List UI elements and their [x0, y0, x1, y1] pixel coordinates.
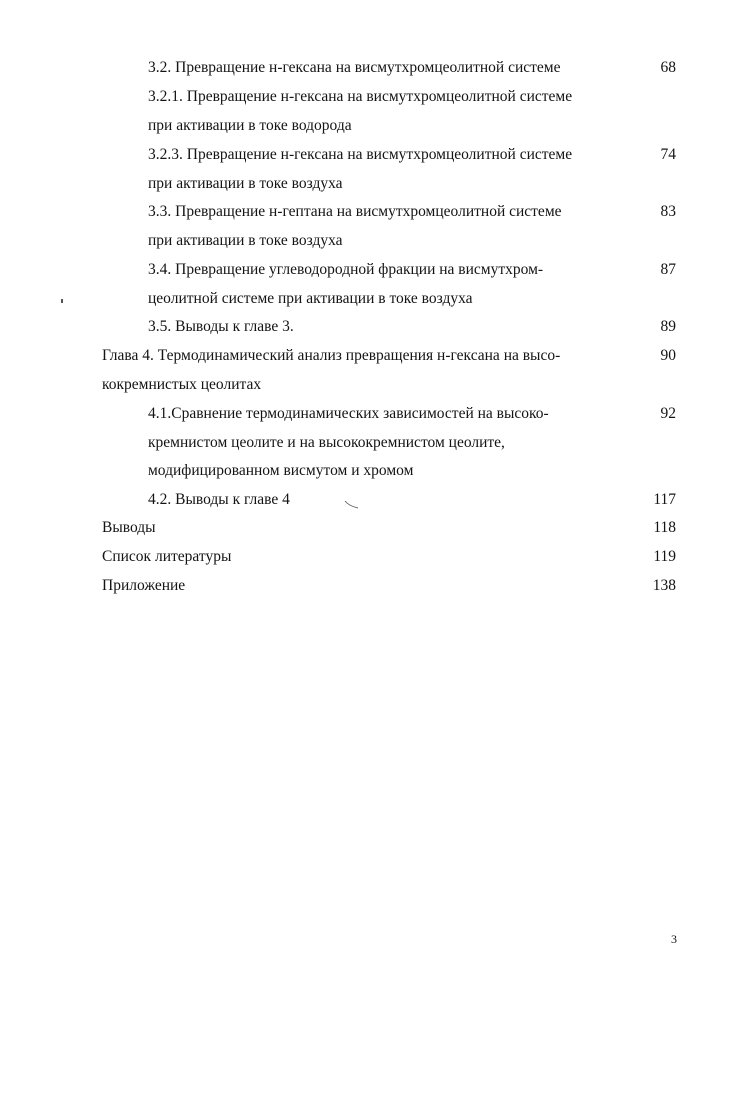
toc-entry-text: при активации в токе воздуха — [148, 232, 343, 249]
toc-entry-text: 3.2. Превращение н-гексана на висмутхромцеолитной системе — [148, 59, 561, 76]
toc-page-number: 117 — [653, 491, 676, 508]
toc-entry-text: цеолитной системе при активации в токе воздуха — [148, 290, 473, 307]
toc-page-number: 87 — [660, 261, 676, 278]
scan-speck — [61, 299, 63, 303]
toc-page-number: 83 — [660, 203, 676, 220]
toc-entry-text: 3.2.1. Превращение н-гексана на висмутхромцеолитной системе — [148, 88, 573, 105]
toc-page-number: 90 — [660, 347, 676, 364]
toc-entry-text: 4.2. Выводы к главе 4 — [148, 491, 290, 508]
toc-entry-text: 3.3. Превращение н-гептана на висмутхромцеолитной системе — [148, 203, 562, 220]
toc-page-number: 118 — [653, 519, 676, 536]
toc-entry-text: при активации в токе воздуха — [148, 175, 343, 192]
toc-page-number: 138 — [652, 577, 676, 594]
toc-entry-text: при активации в токе водорода — [148, 117, 352, 134]
toc-page-number: 89 — [660, 318, 676, 335]
toc-chapter-text: Список литературы — [102, 548, 232, 565]
toc-entry-text: 4.1.Сравнение термодинамических зависимостей на высоко- — [148, 405, 549, 422]
pen-mark-icon — [344, 500, 360, 510]
toc-page-number: 68 — [660, 59, 676, 76]
toc-chapter-text: кокремнистых цеолитах — [102, 376, 262, 393]
toc-page-number: 119 — [653, 548, 676, 565]
toc-entry-text: кремнистом цеолите и на высококремнистом цеолите, — [148, 434, 505, 451]
toc-page-number: 92 — [660, 405, 676, 422]
toc-entry-text: 3.4. Превращение углеводородной фракции на висмутхром- — [148, 261, 544, 278]
toc-entry-text: 3.5. Выводы к главе 3. — [148, 318, 294, 335]
toc-entry-text: 3.2.3. Превращение н-гексана на висмутхромцеолитной системе — [148, 146, 573, 163]
toc-entry-text: модифицированном висмутом и хромом — [148, 462, 414, 479]
toc-page-number: 74 — [660, 146, 676, 163]
toc-chapter-text: Глава 4. Термодинамический анализ превращения н-гексана на высо- — [102, 347, 561, 364]
toc-chapter-text: Приложение — [102, 577, 186, 594]
toc-chapter-text: Выводы — [102, 519, 156, 536]
page-number: 3 — [671, 932, 677, 946]
